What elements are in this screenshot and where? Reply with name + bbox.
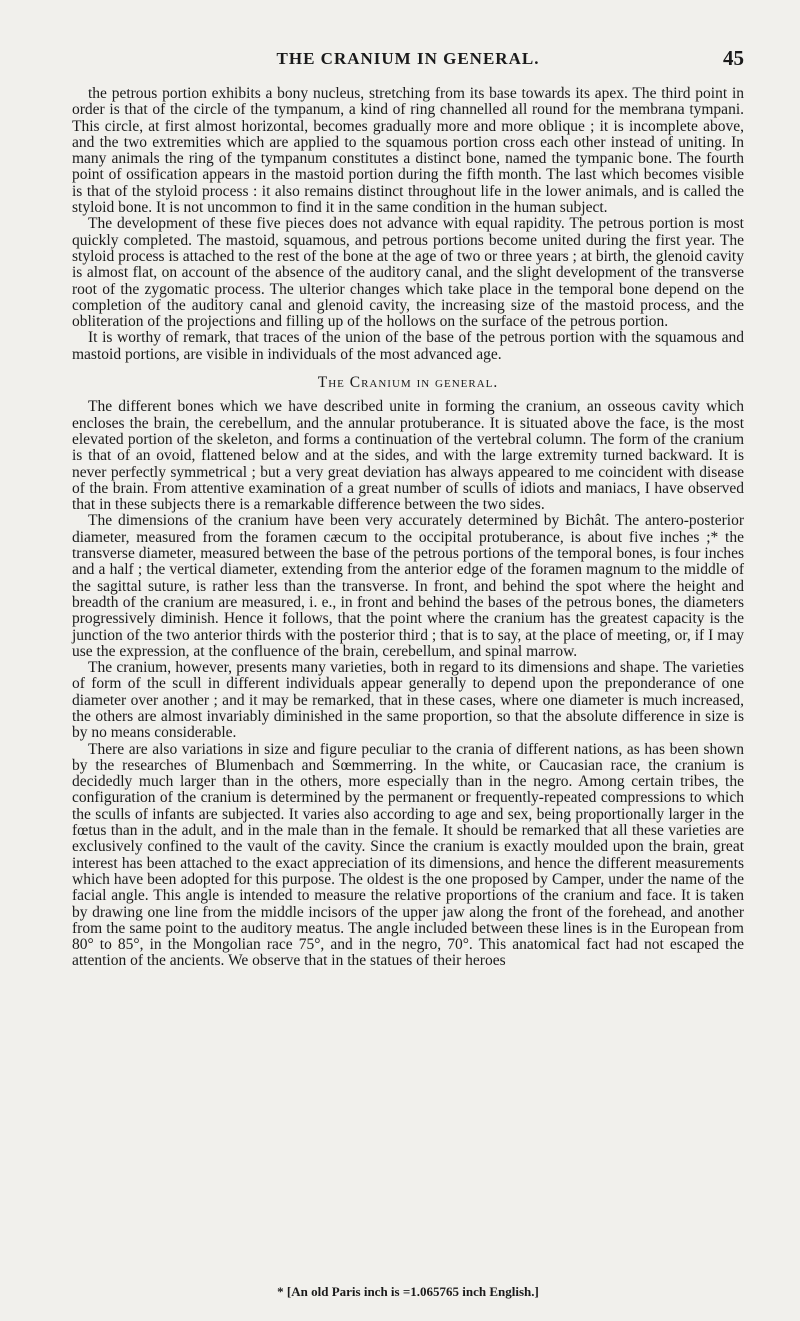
paragraph: The cranium, however, presents many varieties, both in regard to its dimensions and shape. The varieties of form of the scull in different individuals appear generally to depend upon the preponderance of one diameter over another ; and it may be remarked, that in these cases, where one diameter is much increased, the others are almost invariably diminished in the same proportion, so that the absolute difference in size is by no means considerable. (72, 659, 744, 742)
running-title: THE CRANIUM IN GENERAL. (276, 49, 540, 68)
page-header (72, 46, 744, 72)
paragraph: It is worthy of remark, that traces of the union of the base of the petrous portion with the squamous and mastoid portions, are visible in individuals of the most advanced age. (72, 329, 744, 363)
body-text (72, 86, 744, 970)
paragraph: The dimensions of the cranium have been very accurately determined by Bichât. The antero-posterior diameter, measured from the foramen cæcum to the occipital protuberance, is about five inches ;* the transverse diameter, measured between the base of the petrous portions of the temporal bones, is four inches and a half ; the vertical diameter, extending from the anterior edge of the foramen magnum to the middle of the sagittal suture, is rather less than the transverse. In front, and behind the spot where the height and breadth of the cranium are measured, i. e., in front and behind the bases of the petrous bones, the diameters progressively diminish. Hence it follows, that the point where the cranium has the greatest capacity is the junction of the two anterior thirds with the posterior third ; that is to say, at the place of meeting, or, if I may use the expression, at the confluence of the brain, cerebellum, and spinal marrow. (72, 512, 744, 660)
paragraph: The different bones which we have described unite in forming the cranium, an osseous cavity which encloses the brain, the cerebellum, and the annular protuberance. It is situated above the face, is the most elevated portion of the skeleton, and forms a continuation of the vertebral column. The form of the cranium is that of an ovoid, flattened below and at the sides, and with the large extremity turned backward. It is never perfectly symmetrical ; but a very great deviation has always appeared to me coincident with disease of the brain. From attentive examination of a great number of sculls of idiots and maniacs, I have observed that in these subjects there is a remarkable difference between the two sides. (72, 398, 744, 514)
footnote: * [An old Paris inch is =1.065765 inch English.] (277, 1284, 539, 1299)
paragraph: The development of these five pieces does not advance with equal rapidity. The petrous portion is most quickly completed. The mastoid, squamous, and petrous portions become united during the first year. The styloid process is attached to the rest of the bone at the age of two or three years ; at birth, the glenoid cavity is almost flat, on account of the absence of the auditory canal, and the slight development of the transverse root of the zygomatic process. The ulterior changes which take place in the temporal bone depend on the completion of the auditory canal and glenoid cavity, the increasing size of the mastoid process, and the obliteration of the projections and filling up of the hollows on the surface of the petrous portion. (72, 215, 744, 331)
paragraph: the petrous portion exhibits a bony nucleus, stretching from its base towards its apex. The third point in order is that of the circle of the tympanum, a kind of ring channelled all round for the membrana tympani. This circle, at first almost horizontal, becomes gradually more and more oblique ; it is incomplete above, and the two extremities which are applied to the squamous portion cross each other instead of uniting. In many animals the ring of the tympanum constitutes a distinct bone, named the tympanic bone. The fourth point of ossification appears in the mastoid portion during the fifth month. The last which becomes visible is that of the styloid process : it also remains distinct throughout life in the lower animals, and is called the styloid bone. It is not uncommon to find it in the same condition in the human subject. (72, 85, 744, 217)
paragraph: There are also variations in size and figure peculiar to the crania of different nations, as has been shown by the researches of Blumenbach and Sœmmerring. In the white, or Caucasian race, the cranium is decidedly much larger than in the others, more especially than in the negro. Among certain tribes, the configuration of the cranium is determined by the permanent or frequently-repeated compressions to which the sculls of infants are subjected. It varies also according to age and sex, being proportionally larger in the fœtus than in the adult, and in the male than in the female. It should be remarked that all these varieties are exclusively confined to the vault of the cavity. Since the cranium is exactly moulded upon the brain, great interest has been attached to the exact appreciation of its dimensions, and hence the different measurements which have been adopted for this purpose. The oldest is the one proposed by Camper, under the name of the facial angle. This angle is intended to measure the relative proportions of the cranium and face. It is taken by drawing one line from the middle incisors of the upper jaw along the front of the forehead, and another from the same point to the auditory meatus. The angle included between these lines is in the European from 80° to 85°, in the Mongolian race 75°, and in the negro, 70°. This anatomical fact had not escaped the attention of the ancients. We observe that in the statues of their heroes (72, 740, 744, 970)
page-number: 45 (723, 46, 744, 70)
section-heading: The Cranium in general. (317, 374, 499, 392)
